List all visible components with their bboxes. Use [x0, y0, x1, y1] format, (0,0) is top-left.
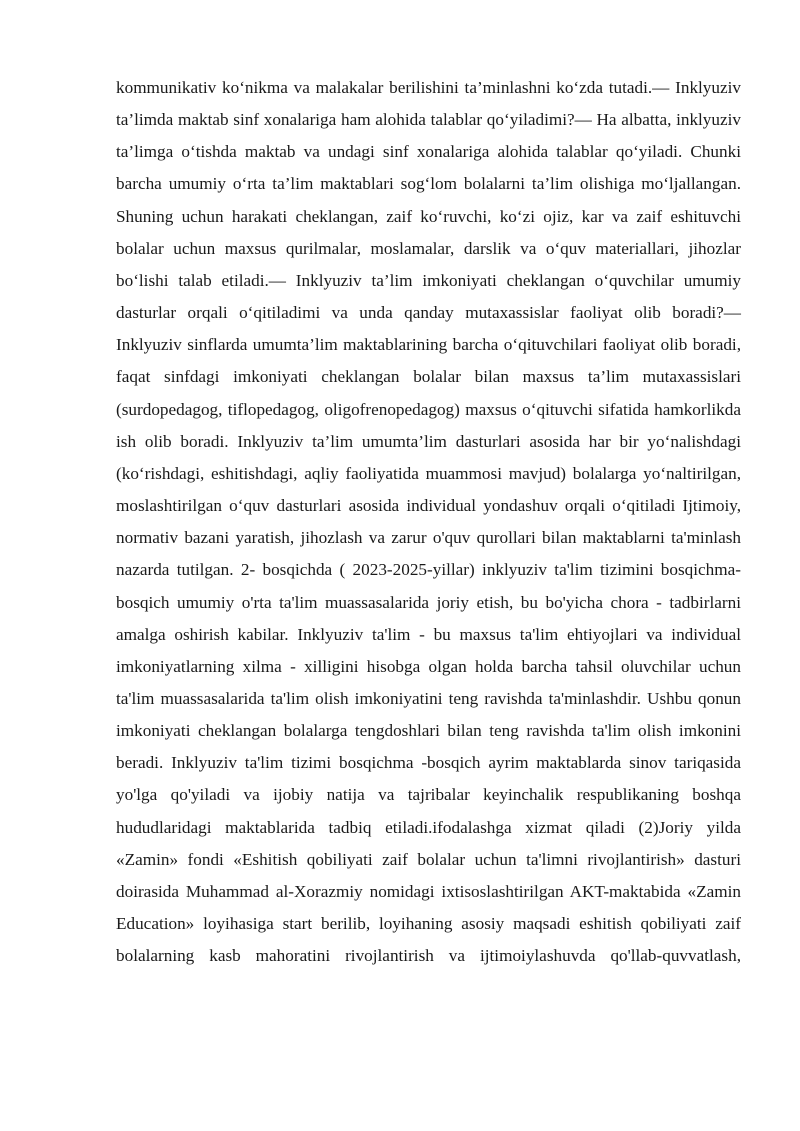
body-paragraph: kommunikativ ko‘nikma va malakalar berilishini ta’minlashni ko‘zda tutadi.— Inklyuziv ta’limda maktab sinf xonalariga ham alohida talablar qo‘yiladimi?— Ha albatta, inklyuziv ta’limga o‘tishda maktab va undagi sinf xonalariga alohida talablar qo‘yiladi. Chunki barcha umumiy o‘rta ta’lim maktablari sog‘lom bolalarni ta’lim olishiga mo‘ljallangan. Shuning uchun harakati cheklangan, zaif ko‘ruvchi, ko‘zi ojiz, kar va zaif eshituvchi bolalar uchun maxsus qurilmalar, moslamalar, darslik va o‘quv materiallari, jihozlar bo‘lishi talab etiladi.— Inklyuziv ta’lim imkoniyati cheklangan o‘quvchilar umumiy dasturlar orqali o‘qitiladimi va unda qanday mutaxassislar faoliyat olib boradi?— Inklyuziv sinflarda umumta’lim maktablarining barcha o‘qituvchilari faoliyat olib boradi, faqat sinfdagi imkoniyati cheklangan bolalar bilan maxsus ta’lim mutaxassislari (surdopedagog, tiflopedagog, oligofrenopedagog) maxsus o‘qituvchi sifatida hamkorlikda ish olib boradi. Inklyuziv ta’lim umumta’lim dasturlari asosida har bir yo‘nalishdagi (ko‘rishdagi, eshitishdagi, aqliy faoliyatida muammosi mavjud) bolalarga yo‘naltirilgan, moslashtirilgan o‘quv dasturlari asosida individual yondashuv orqali o‘qitiladi Ijtimoiy, normativ bazani yaratish, jihozlash va zarur o'quv qurollari bilan maktablarni ta'minlash nazarda tutilgan. 2- bosqichda ( 2023-2025-yillar) inklyuziv ta'lim tizimini bosqichma-bosqich umumiy o'rta ta'lim muassasalarida joriy etish, bu bo'yicha chora - tadbirlarni amalga oshirish kabilar. Inklyuziv ta'lim - bu maxsus ta'lim ehtiyojlari va individual imkoniyatlarning xilma - xilligini hisobga olgan holda barcha tahsil oluvchilar uchun ta'lim muassasalarida ta'lim olish imkoniyatini teng ravishda ta'minlashdir. Ushbu qonun imkoniyati cheklangan bolalarga tengdoshlari bilan teng ravishda ta'lim olish imkonini beradi. Inklyuziv ta'lim tizimi bosqichma -bosqich ayrim maktablarda sinov tariqasida yo'lga qo'yiladi va ijobiy natija va tajribalar keyinchalik respublikaning boshqa hududlaridagi maktablarida tadbiq etiladi.ifodalashga xizmat qiladi (2)Joriy yilda «Zamin» fondi «Eshitish qobiliyati zaif bolalar uchun ta'limni rivojlantirish» dasturi doirasida Muhammad al-Xorazmiy nomidagi ixtisoslashtirilgan AKT-maktabida «Zamin Education» loyihasiga start berilib, loyihaning asosiy maqsadi eshitish qobiliyati zaif bolalarning kasb mahoratini rivojlantirish va ijtimoiylashuvda qo'llab-quvvatlash,	[116, 78, 741, 966]
document-page	[116, 72, 741, 972]
